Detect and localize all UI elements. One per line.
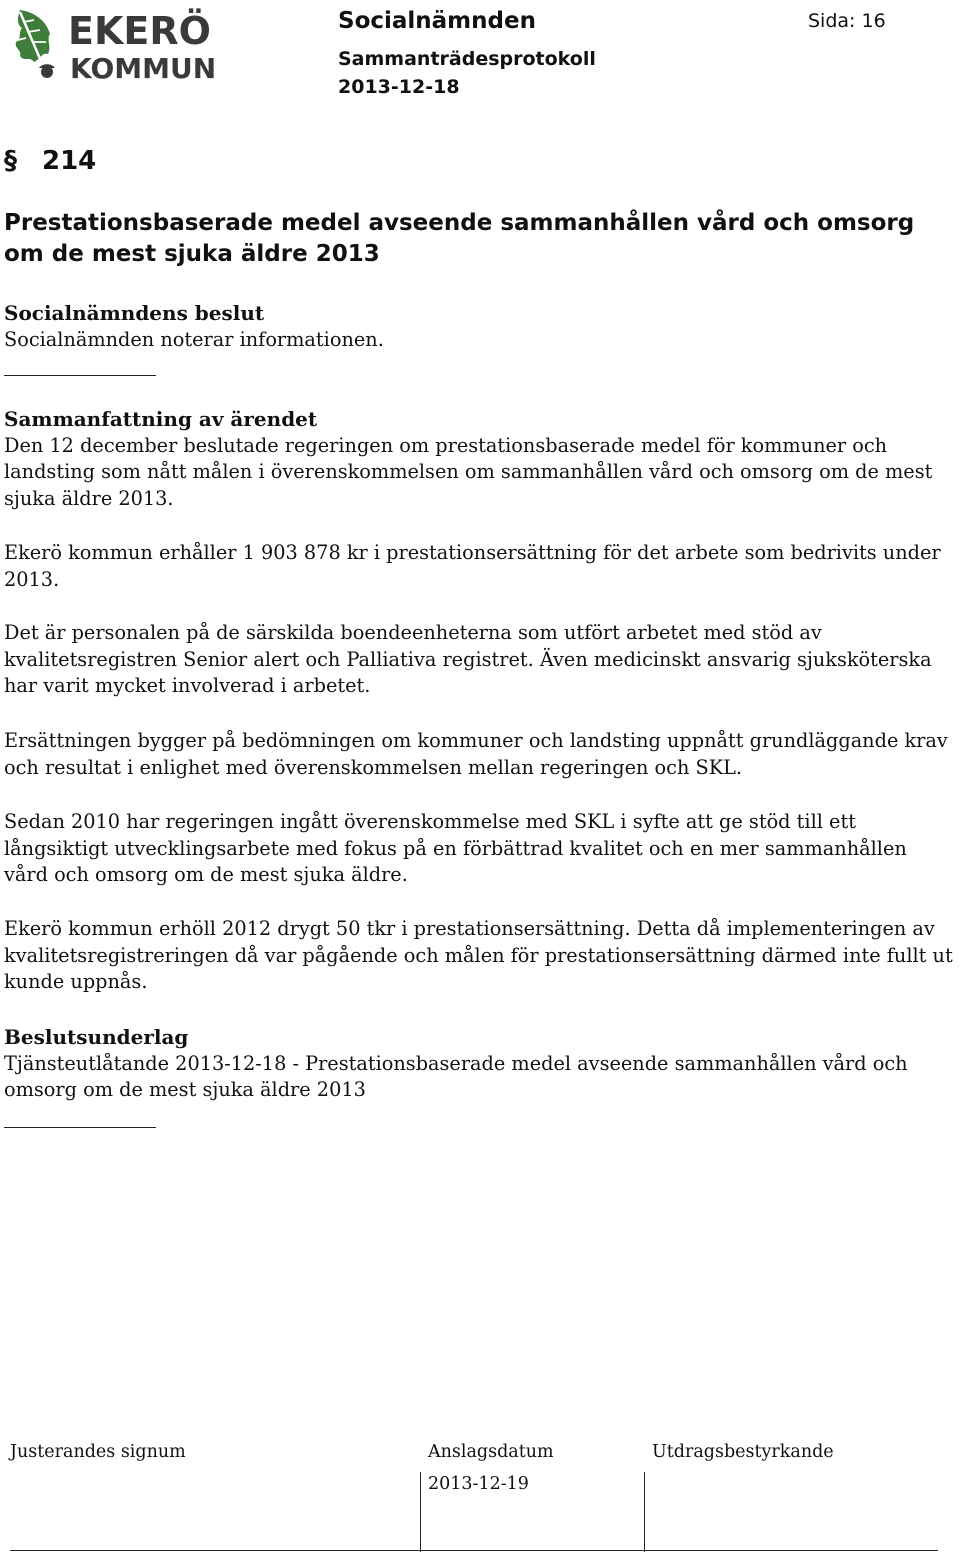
decision-text: Socialnämnden noterar informationen. [4, 327, 384, 351]
footer-signum-label: Justerandes signum [10, 1442, 186, 1462]
page-title: Prestationsbaserade medel avseende sammanhållen vård och omsorg om de mest sjuka äldre 2013 [4, 210, 915, 267]
logo-line1: EKERÖ [68, 9, 211, 53]
decision-section [4, 300, 956, 353]
oak-leaf-icon [6, 6, 218, 84]
summary-paragraph-2: Ekerö kommun erhåller 1 903 878 kr i prestationsersättning för det arbete som bedrivits under 2013. [4, 541, 941, 591]
summary-paragraph-6: Ekerö kommun erhöll 2012 drygt 50 tkr i prestationsersättning. Detta då implementeringen av kvalitetsregistreringen då var pågående och målen för prestationsersättning därmed inte fullt ut kunde uppnås. [4, 917, 953, 993]
summary-heading: Sammanfattning av ärendet [4, 407, 318, 431]
paragraph-number: 214 [42, 146, 97, 176]
basis-section [4, 1024, 956, 1104]
basis-text: Tjänsteutlåtande 2013-12-18 - Prestationsbaserade medel avseende sammanhållen vård och omsorg om de mest sjuka äldre 2013 [4, 1051, 908, 1101]
summary-paragraph-1: Den 12 december beslutade regeringen om prestationsbaserade medel för kommuner och landsting som nått målen i överenskommelsen om sammanhållen vård och omsorg om de mest sjuka äldre 2013. [4, 433, 933, 510]
decision-heading: Socialnämndens beslut [4, 301, 265, 325]
municipality-logo [6, 6, 218, 84]
divider [4, 375, 156, 376]
summary-paragraph-3: Det är personalen på de särskilda boendeenheterna som utfört arbetet med stöd av kvalitetsregistren Senior alert och Palliativa registret. Även medicinskt ansvarig sjuksköterska har varit mycket involverad i arbetet. [4, 621, 932, 697]
basis-heading: Beslutsunderlag [4, 1025, 189, 1049]
document-type: Sammanträdesprotokoll [338, 48, 596, 70]
meeting-date: 2013-12-18 [338, 76, 460, 98]
divider [4, 1127, 156, 1128]
paragraph-sign: § [4, 146, 17, 176]
page-number: Sida: 16 [808, 10, 886, 32]
footer-posted-date: 2013-12-19 [428, 1474, 529, 1494]
summary-section [4, 406, 956, 512]
footer-certified-label: Utdragsbestyrkande [652, 1442, 834, 1462]
committee-title: Socialnämnden [338, 8, 536, 34]
footer-separator [420, 1472, 421, 1552]
footer-separator [644, 1472, 645, 1552]
footer-baseline [10, 1550, 938, 1551]
summary-paragraph-4: Ersättningen bygger på bedömningen om kommuner och landsting uppnått grundläggande krav och resultat i enlighet med överenskommelsen mellan regeringen och SKL. [4, 729, 948, 779]
footer-posted-label: Anslagsdatum [428, 1442, 554, 1462]
summary-paragraph-5: Sedan 2010 har regeringen ingått överenskommelse med SKL i syfte att ge stöd till ett långsiktigt utvecklingsarbete med fokus på en förbättrad kvalitet och en mer sammanhållen vård och omsorg om de mest sjuka äldre. [4, 810, 907, 886]
logo-line2: KOMMUN [70, 52, 217, 84]
